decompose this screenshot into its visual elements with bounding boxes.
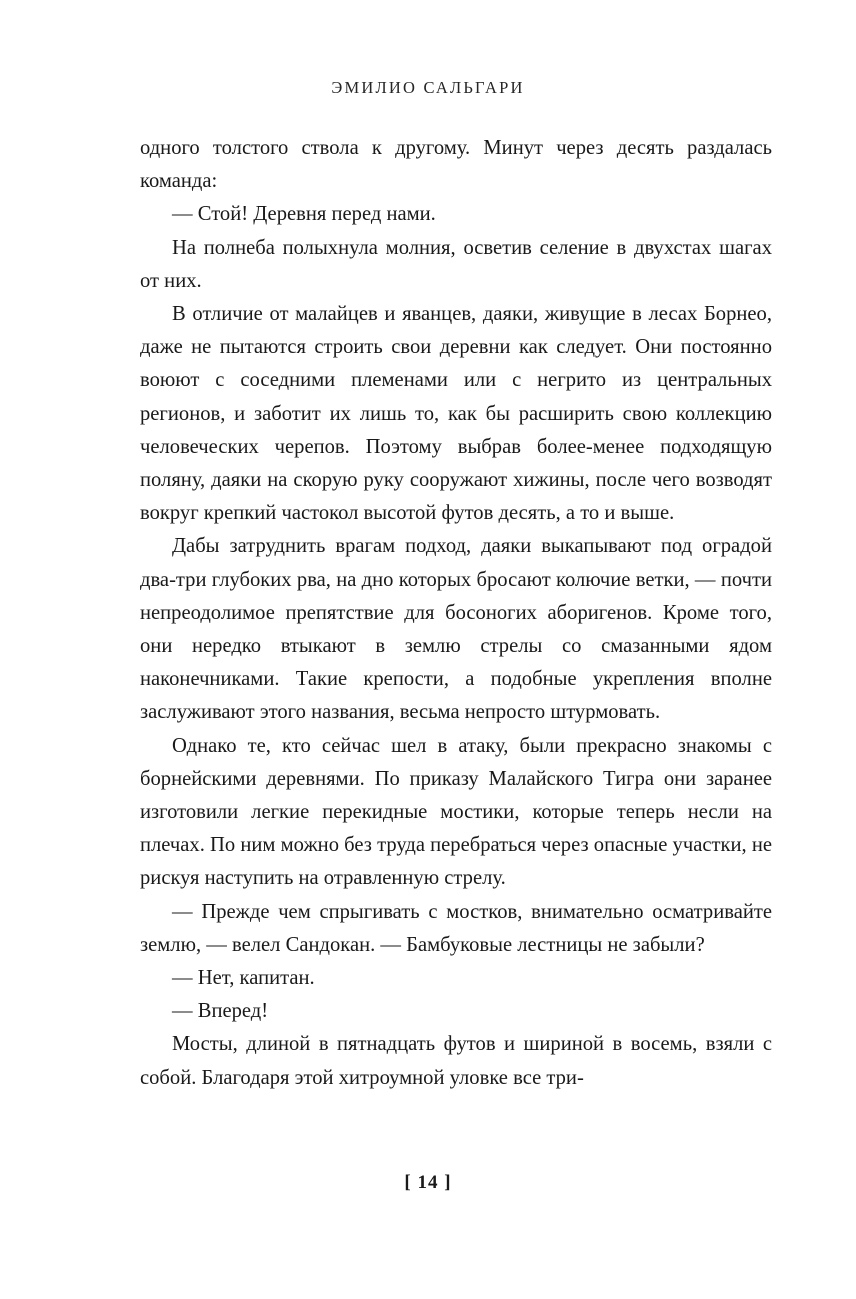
- paragraph: — Нет, капитан.: [172, 967, 315, 990]
- running-head-author: ЭМИЛИО САЛЬГАРИ: [331, 78, 525, 97]
- paragraph: Дабы затруднить врагам подход, даяки выкапывают под оградой два-три глубоких рва, на дно которых бросают колючие ветки, — почти непреодолимое препятствие для босоногих аборигенов. Кроме того, они нередко втыкают в землю стрелы со смазанными ядом наконечниками. Такие крепости, а подобные укрепления вполне заслуживают этого названия, весьма непросто штурмовать.: [140, 535, 772, 724]
- paragraph: одного толстого ствола к другому. Минут через десять раздалась команда:: [140, 137, 772, 193]
- page-folio: [0, 1172, 856, 1194]
- folio-bracket-close: ]: [444, 1172, 452, 1193]
- paragraph: — Стой! Деревня перед нами.: [172, 203, 436, 226]
- paragraph: — Вперед!: [172, 1000, 269, 1023]
- body-text: [140, 132, 772, 1095]
- folio-number: 14: [417, 1172, 439, 1193]
- paragraph: Однако те, кто сейчас шел в атаку, были прекрасно знакомы с борнейскими деревнями. По приказу Малайского Тигра они заранее изготовили легкие перекидные мостики, которые теперь несли на плечах. По ним можно без труда перебраться через опасные участки, не рискуя наступить на отравленную стрелу.: [140, 734, 772, 890]
- paragraph: В отличие от малайцев и яванцев, даяки, живущие в лесах Борнео, даже не пытаются строить свои деревни как следует. Они постоянно воюют с соседними племенами или с негрито из центральных регионов, и заботит их лишь то, как бы расширить свою коллекцию человеческих черепов. Поэтому выбрав более-менее подходящую поляну, даяки на скорую руку сооружают хижины, после чего возводят вокруг крепкий частокол высотой футов десять, а то и выше.: [140, 303, 772, 525]
- paragraph: — Прежде чем спрыгивать с мостков, внимательно осматривайте землю, — велел Сандокан. — Бамбуковые лестницы не забыли?: [140, 900, 772, 956]
- paragraph: На полнеба полыхнула молния, осветив селение в двухстах шагах от них.: [140, 236, 772, 292]
- folio-bracket-open: [: [404, 1172, 412, 1193]
- paragraph: Мосты, длиной в пятнадцать футов и шириной в восемь, взяли с собой. Благодаря этой хитроумной уловке все три-: [140, 1033, 772, 1089]
